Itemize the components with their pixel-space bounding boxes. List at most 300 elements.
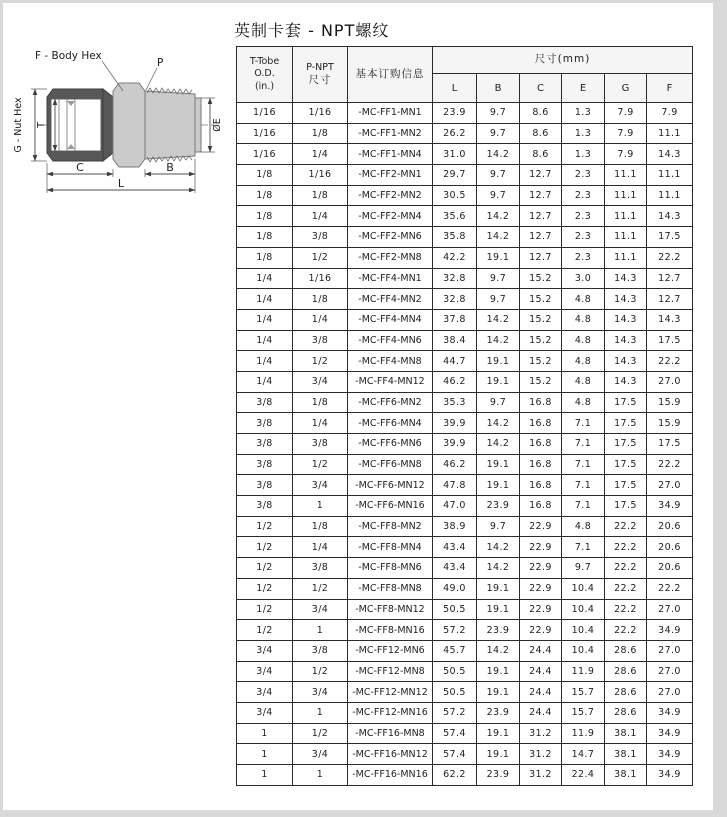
dim-e-cell: 15.7 [562,702,605,723]
order-code-cell: -MC-FF6-MN4 [348,413,433,434]
header-dim-g: G [605,74,647,103]
dim-e-cell: 9.7 [562,558,605,579]
dim-e-cell: 2.3 [562,185,605,206]
table-row [237,682,693,703]
table-row [237,351,693,372]
dim-e-cell: 4.8 [562,330,605,351]
dim-b-cell: 23.9 [477,702,520,723]
dim-l-cell: 57.2 [433,702,477,723]
dim-b-cell: 9.7 [477,516,520,537]
dim-b-cell: 14.2 [477,227,520,248]
tube-od-cell: 1 [237,723,293,744]
dim-c-cell: 31.2 [520,723,562,744]
dim-e-cell: 1.3 [562,103,605,124]
order-code-cell: -MC-FF12-MN8 [348,661,433,682]
tube-od-cell: 1/8 [237,247,293,268]
table-body [237,103,693,786]
l-label: L [117,177,125,190]
dim-l-cell: 37.8 [433,309,477,330]
dim-f-cell: 34.9 [647,496,693,517]
dim-e-cell: 7.1 [562,454,605,475]
dim-b-cell: 14.2 [477,413,520,434]
dim-g-cell: 22.2 [605,578,647,599]
header-line: 尺寸 [308,73,332,86]
dim-g-cell: 28.6 [605,640,647,661]
dim-g-cell: 14.3 [605,330,647,351]
order-code-cell: -MC-FF12-MN12 [348,682,433,703]
npt-size-cell: 1/8 [293,289,348,310]
dim-l-cell: 46.2 [433,454,477,475]
dim-g-cell: 11.1 [605,247,647,268]
order-code-cell: -MC-FF8-MN6 [348,558,433,579]
dim-g-cell: 17.5 [605,475,647,496]
table-row [237,330,693,351]
dim-c-cell: 24.4 [520,640,562,661]
npt-size-cell: 3/8 [293,227,348,248]
dim-g-cell: 38.1 [605,723,647,744]
dim-b-cell: 9.7 [477,289,520,310]
dim-e-cell: 4.8 [562,371,605,392]
header-npt-size [293,47,348,103]
dim-l-cell: 32.8 [433,268,477,289]
dim-f-cell: 34.9 [647,744,693,765]
dim-f-cell: 27.0 [647,682,693,703]
tube-od-cell: 3/8 [237,413,293,434]
dim-b-cell: 19.1 [477,744,520,765]
dim-b-cell: 19.1 [477,599,520,620]
order-code-cell: -MC-FF2-MN1 [348,165,433,186]
order-code-cell: -MC-FF2-MN4 [348,206,433,227]
tube-od-cell: 1 [237,744,293,765]
table-row [237,599,693,620]
header-dim-f: F [647,74,693,103]
dim-g-cell: 7.9 [605,123,647,144]
dim-f-cell: 11.1 [647,185,693,206]
dim-e-cell: 7.1 [562,475,605,496]
dim-g-cell: 7.9 [605,144,647,165]
table-row [237,413,693,434]
dim-c-cell: 16.8 [520,496,562,517]
dim-c-cell: 12.7 [520,165,562,186]
dim-c-cell: 12.7 [520,247,562,268]
dim-l-cell: 44.7 [433,351,477,372]
dim-e-cell: 10.4 [562,599,605,620]
dim-f-cell: 27.0 [647,640,693,661]
b-label: B [166,161,174,174]
table-row [237,247,693,268]
order-code-cell: -MC-FF8-MN8 [348,578,433,599]
dim-g-cell: 22.2 [605,558,647,579]
dim-l-cell: 57.4 [433,744,477,765]
table-row [237,227,693,248]
order-code-cell: -MC-FF2-MN2 [348,185,433,206]
tube-od-cell: 1/8 [237,185,293,206]
order-code-cell: -MC-FF8-MN16 [348,620,433,641]
dim-f-cell: 20.6 [647,558,693,579]
npt-size-cell: 3/4 [293,599,348,620]
npt-size-cell: 1/4 [293,413,348,434]
table-row [237,268,693,289]
body-hex-leader [102,61,123,91]
dim-c-cell: 16.8 [520,475,562,496]
header-line: T-Tobe [249,55,280,67]
dim-c-cell: 15.2 [520,330,562,351]
dim-f-cell: 34.9 [647,723,693,744]
tube-label: T [36,122,47,128]
order-code-cell: -MC-FF8-MN12 [348,599,433,620]
dim-b-cell: 19.1 [477,661,520,682]
dim-g-cell: 22.2 [605,516,647,537]
table-row [237,558,693,579]
npt-size-cell: 1/2 [293,454,348,475]
dim-l-cell: 29.7 [433,165,477,186]
dim-e-cell: 7.1 [562,496,605,517]
dim-f-cell: 22.2 [647,454,693,475]
dim-e-cell: 2.3 [562,247,605,268]
order-code-cell: -MC-FF4-MN1 [348,268,433,289]
dim-b-cell: 23.9 [477,620,520,641]
dim-l-cell: 50.5 [433,599,477,620]
tube-od-cell: 1/8 [237,165,293,186]
dim-b-cell: 14.2 [477,330,520,351]
tube-od-cell: 1/8 [237,227,293,248]
dim-e-cell: 4.8 [562,516,605,537]
table-row [237,516,693,537]
nut-skirt [103,89,113,161]
dim-b-cell: 14.2 [477,537,520,558]
tube-od-cell: 3/8 [237,434,293,455]
dim-l-cell: 47.0 [433,496,477,517]
order-code-cell: -MC-FF8-MN2 [348,516,433,537]
dim-l-cell: 50.5 [433,682,477,703]
table-row [237,661,693,682]
dim-g-cell: 14.3 [605,268,647,289]
dim-l-cell: 45.7 [433,640,477,661]
header-line: P-NPT [306,61,334,73]
npt-size-cell: 1/4 [293,144,348,165]
dim-l-cell: 32.8 [433,289,477,310]
dim-g-cell: 22.2 [605,537,647,558]
dim-f-cell: 15.9 [647,413,693,434]
dim-f-cell: 11.1 [647,165,693,186]
body-hex-label: F - Body Hex [35,50,102,62]
dim-e-cell: 2.3 [562,165,605,186]
dim-c-cell: 12.7 [520,185,562,206]
dim-e-cell: 4.8 [562,309,605,330]
fitting-diagram [9,45,225,201]
dim-e-cell: 10.4 [562,578,605,599]
tube-od-cell: 1/16 [237,123,293,144]
table-row [237,723,693,744]
dim-e-cell: 11.9 [562,723,605,744]
dim-g-cell: 38.1 [605,744,647,765]
dim-f-cell: 22.2 [647,578,693,599]
dim-l-cell: 35.6 [433,206,477,227]
npt-size-cell: 3/8 [293,558,348,579]
dim-g-cell: 22.2 [605,620,647,641]
table-row [237,640,693,661]
table-row [237,434,693,455]
order-code-cell: -MC-FF4-MN2 [348,289,433,310]
dim-b-cell: 14.2 [477,558,520,579]
dim-f-cell: 11.1 [647,123,693,144]
table-row [237,765,693,786]
npt-size-cell: 1 [293,702,348,723]
dim-g-cell: 17.5 [605,454,647,475]
order-code-cell: -MC-FF6-MN16 [348,496,433,517]
dim-g-cell: 17.5 [605,413,647,434]
table-row [237,144,693,165]
dim-f-cell: 34.9 [647,620,693,641]
npt-size-cell: 3/8 [293,330,348,351]
npt-size-cell: 3/4 [293,682,348,703]
dim-l-cell: 39.9 [433,434,477,455]
dim-e-cell: 14.7 [562,744,605,765]
header-line: (in.) [254,80,275,92]
table-row [237,392,693,413]
table-row [237,289,693,310]
dim-b-cell: 14.2 [477,434,520,455]
dim-c-cell: 15.2 [520,371,562,392]
dim-f-cell: 14.3 [647,144,693,165]
dim-g-cell: 28.6 [605,682,647,703]
dim-b-cell: 23.9 [477,765,520,786]
order-code-cell: -MC-FF6-MN12 [348,475,433,496]
tube-od-cell: 1/2 [237,620,293,641]
dim-b-cell: 9.7 [477,185,520,206]
spec-table-container [236,46,693,786]
tube-od-cell: 1/16 [237,103,293,124]
order-code-cell: -MC-FF1-MN2 [348,123,433,144]
dim-c-cell: 16.8 [520,434,562,455]
dim-l-cell: 43.4 [433,537,477,558]
npt-size-cell: 1/2 [293,351,348,372]
npt-size-cell: 3/4 [293,371,348,392]
dim-e-cell: 7.1 [562,413,605,434]
header-dim-c: C [520,74,562,103]
table-row [237,371,693,392]
dim-g-cell: 17.5 [605,392,647,413]
thread-tip [195,98,201,152]
tube-od-cell: 1/4 [237,330,293,351]
npt-size-cell: 3/8 [293,434,348,455]
order-code-cell: -MC-FF4-MN6 [348,330,433,351]
dim-b-cell: 9.7 [477,268,520,289]
dim-l-cell: 23.9 [433,103,477,124]
male-thread [145,91,195,159]
dim-c-cell: 15.2 [520,309,562,330]
dim-f-cell: 34.9 [647,702,693,723]
dim-g-cell: 28.6 [605,661,647,682]
dim-b-cell: 19.1 [477,351,520,372]
dim-g-cell: 14.3 [605,351,647,372]
npt-size-cell: 1/2 [293,247,348,268]
dim-e-cell: 10.4 [562,640,605,661]
dim-f-cell: 15.9 [647,392,693,413]
dim-e-cell: 2.3 [562,227,605,248]
dim-f-cell: 17.5 [647,434,693,455]
table-row [237,620,693,641]
dim-l-cell: 43.4 [433,558,477,579]
tube-od-cell: 1/2 [237,537,293,558]
npt-size-cell: 1 [293,765,348,786]
dim-c-cell: 12.7 [520,206,562,227]
table-row [237,206,693,227]
tube-bore [51,99,101,151]
dim-e-cell: 7.1 [562,537,605,558]
order-code-cell: -MC-FF4-MN4 [348,309,433,330]
dim-l-cell: 38.9 [433,516,477,537]
dim-e-cell: 7.1 [562,434,605,455]
npt-size-cell: 1 [293,620,348,641]
tube-od-cell: 1/4 [237,309,293,330]
table-row [237,185,693,206]
dim-l-cell: 42.2 [433,247,477,268]
table-row [237,578,693,599]
spec-table [236,46,693,786]
dim-g-cell: 11.1 [605,206,647,227]
dim-b-cell: 19.1 [477,247,520,268]
npt-size-cell: 3/8 [293,640,348,661]
tube-od-cell: 3/8 [237,454,293,475]
dim-l-cell: 57.2 [433,620,477,641]
dim-b-cell: 9.7 [477,165,520,186]
dim-c-cell: 16.8 [520,413,562,434]
dim-f-cell: 34.9 [647,765,693,786]
dim-l-cell: 47.8 [433,475,477,496]
table-row [237,165,693,186]
dim-b-cell: 14.2 [477,144,520,165]
npt-size-cell: 1 [293,496,348,517]
table-row [237,475,693,496]
tube-od-cell: 3/4 [237,682,293,703]
dim-c-cell: 22.9 [520,558,562,579]
npt-size-cell: 1/8 [293,392,348,413]
order-code-cell: -MC-FF16-MN16 [348,765,433,786]
dim-c-cell: 24.4 [520,682,562,703]
dim-b-cell: 23.9 [477,496,520,517]
dim-f-cell: 12.7 [647,268,693,289]
dim-l-cell: 50.5 [433,661,477,682]
order-code-cell: -MC-FF2-MN6 [348,227,433,248]
npt-size-cell: 1/4 [293,206,348,227]
npt-size-cell: 1/2 [293,661,348,682]
header-tube-od [237,47,293,103]
tube-od-cell: 3/4 [237,640,293,661]
dim-f-cell: 14.3 [647,206,693,227]
table-row [237,744,693,765]
npt-size-cell: 1/8 [293,123,348,144]
header-order-info: 基本订购信息 [348,47,433,103]
dim-f-cell: 20.6 [647,537,693,558]
order-code-cell: -MC-FF16-MN12 [348,744,433,765]
tube-od-cell: 1/4 [237,351,293,372]
dim-c-cell: 15.2 [520,268,562,289]
tube-od-cell: 3/4 [237,661,293,682]
dim-b-cell: 14.2 [477,640,520,661]
body-hex [113,83,145,167]
order-code-cell: -MC-FF12-MN6 [348,640,433,661]
dim-g-cell: 11.1 [605,165,647,186]
dim-c-cell: 8.6 [520,144,562,165]
table-row [237,496,693,517]
table-row [237,537,693,558]
dim-g-cell: 22.2 [605,599,647,620]
dim-l-cell: 35.8 [433,227,477,248]
dim-f-cell: 17.5 [647,330,693,351]
dim-c-cell: 22.9 [520,516,562,537]
dim-g-cell: 11.1 [605,227,647,248]
table-row [237,123,693,144]
thread-label: P [157,57,164,69]
order-code-cell: -MC-FF12-MN16 [348,702,433,723]
table-row [237,103,693,124]
dim-c-cell: 31.2 [520,765,562,786]
dim-e-cell: 4.8 [562,289,605,310]
dim-c-cell: 22.9 [520,599,562,620]
dim-f-cell: 27.0 [647,599,693,620]
dim-f-cell: 20.6 [647,516,693,537]
dim-b-cell: 14.2 [477,206,520,227]
npt-size-cell: 1/16 [293,268,348,289]
npt-size-cell: 3/4 [293,744,348,765]
tube-od-cell: 1/2 [237,558,293,579]
dim-c-cell: 22.9 [520,620,562,641]
dim-b-cell: 19.1 [477,682,520,703]
dim-c-cell: 24.4 [520,702,562,723]
dim-g-cell: 11.1 [605,185,647,206]
npt-size-cell: 1/4 [293,309,348,330]
dim-b-cell: 19.1 [477,723,520,744]
dim-f-cell: 27.0 [647,371,693,392]
dim-l-cell: 57.4 [433,723,477,744]
dim-l-cell: 31.0 [433,144,477,165]
dim-c-cell: 12.7 [520,227,562,248]
dim-e-cell: 10.4 [562,620,605,641]
order-code-cell: -MC-FF4-MN12 [348,371,433,392]
dim-l-cell: 62.2 [433,765,477,786]
dim-b-cell: 19.1 [477,475,520,496]
dim-b-cell: 9.7 [477,123,520,144]
dim-l-cell: 35.3 [433,392,477,413]
dim-c-cell: 15.2 [520,351,562,372]
dim-f-cell: 7.9 [647,103,693,124]
dim-g-cell: 7.9 [605,103,647,124]
dim-f-cell: 22.2 [647,351,693,372]
dim-g-cell: 28.6 [605,702,647,723]
dim-e-cell: 2.3 [562,206,605,227]
dim-f-cell: 17.5 [647,227,693,248]
dim-c-cell: 22.9 [520,537,562,558]
npt-size-cell: 1/2 [293,578,348,599]
npt-size-cell: 1/2 [293,723,348,744]
dim-b-cell: 19.1 [477,371,520,392]
document-page [3,3,713,810]
header-line: O.D. [254,68,275,80]
order-code-cell: -MC-FF8-MN4 [348,537,433,558]
npt-size-cell: 1/16 [293,103,348,124]
dim-c-cell: 8.6 [520,123,562,144]
dim-e-cell: 1.3 [562,123,605,144]
dim-c-cell: 16.8 [520,392,562,413]
order-code-cell: -MC-FF1-MN1 [348,103,433,124]
dim-e-cell: 4.8 [562,351,605,372]
dim-b-cell: 19.1 [477,578,520,599]
dim-l-cell: 39.9 [433,413,477,434]
diameter-label: ØE [212,118,223,132]
dim-c-cell: 15.2 [520,289,562,310]
npt-size-cell: 1/8 [293,516,348,537]
